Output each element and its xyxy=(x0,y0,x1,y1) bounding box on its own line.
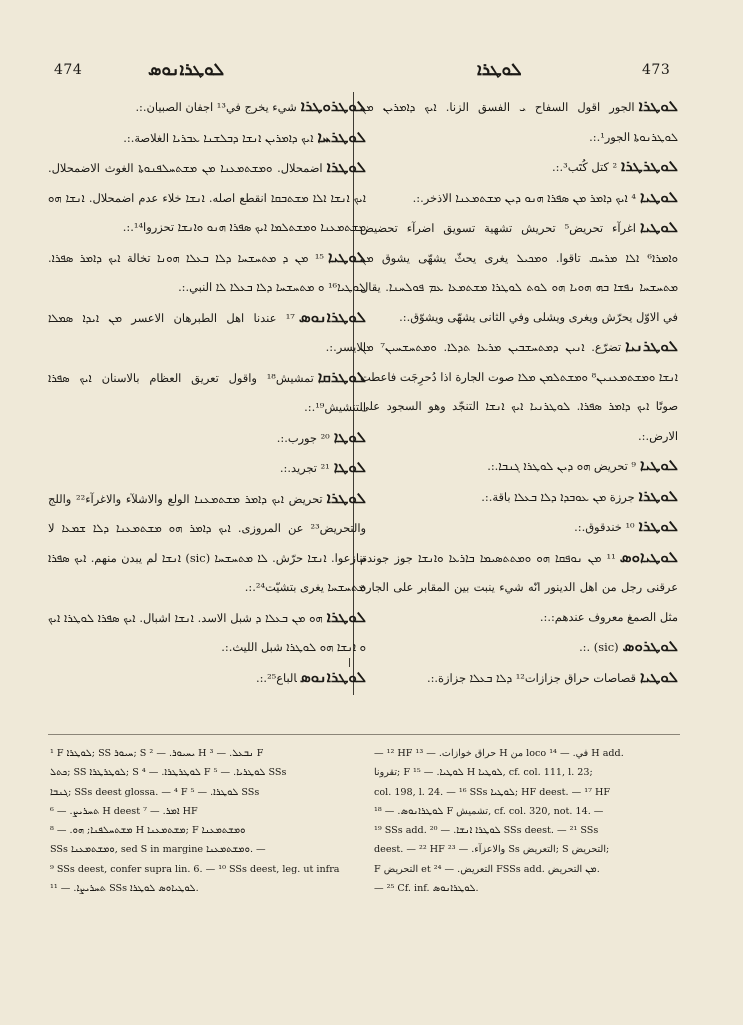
entry-headword: ܠܘܛܪܐ xyxy=(326,488,366,507)
entry-headword: ܠܘܛܪܘܣ xyxy=(622,637,678,655)
footnote-line: — ¹² HF حراق خوازات. — ¹³ H من loco في. — ¹⁴ H add. xyxy=(374,748,624,759)
entry xyxy=(360,213,678,332)
footnote-line: ܡܫܬܚܠܦܢܐ; ܗܘ. — ⁸ H ܡܫܬܡܥܢܐ; F ܘܡܫܬܡܥܢܐ xyxy=(50,825,246,837)
footnotes-right xyxy=(374,744,674,898)
entry xyxy=(360,332,678,451)
entry-text: الجور اقول السفاح ܝ الفسق الزنا. ܐܝܟ ܕܐܡܪܝܢ ܡܢ ܠܘܛܪܢܘܬܐ الجور¹.:. xyxy=(360,100,678,144)
entry xyxy=(360,183,678,214)
right-column xyxy=(360,92,678,693)
footnote-line: ܬܚܪܝܨܐ. — ¹¹ SSs ܠܘܛܝܐܘܣ ܠܘܛܪܐ. xyxy=(50,883,199,895)
entry-headword: ܠܘܛܝܐܘܣ xyxy=(619,547,678,566)
footnote-line: ܟܬܠ; SS ܠܘܛܪܛܪܐ; S ܠܘܛܪܛܪܐ. — ⁴ F ܠܘܛܪܝܐ. — ⁵ SSs xyxy=(50,767,287,779)
entry-text: ² كتل كُتَب³.:. xyxy=(552,160,618,174)
entry xyxy=(360,512,678,543)
entry-headword: ܠܘܛܪܐ xyxy=(638,486,678,505)
entry-headword: ܠܘܛܝܐ xyxy=(639,667,678,686)
entry-headword: ܠܘܛܪܛܪܐ xyxy=(621,157,678,175)
entry xyxy=(360,451,678,482)
entry-text: ܐܝܟ ܕܐܡܪܝܢ ܐܢܫܐ ܕܒܠܫܢܐ ܥܒܪܝܐ الغلاصة.:. xyxy=(123,130,314,145)
entry xyxy=(48,363,366,423)
entry-text: قصاصات حراق جزازات¹² ܕܠܐ ܒܥܠܐ جزازة.:. xyxy=(426,670,636,685)
entry xyxy=(48,484,366,603)
left-running-title: ܠܘܛܪܐܢܘܣ xyxy=(148,60,225,80)
entry-text: ¹¹ ܡܢ ܢܘܦܩܐ ܗܘ ܘܡܬܬܣܝܡܐ ܒܐܪܥܐ ܘܐܢܫܐ جوز جوندم عرقنى رجل من اهل الدينور انّه شيء ينبت بين المقابر على الجارة مثل الصمغ معروف عندهم:.:. xyxy=(360,550,678,624)
entry-headword: ܠܘܛܪܐ xyxy=(326,607,366,626)
entry-text: شيء يخرج في¹³ اجفان الصبيان.:. xyxy=(135,100,297,114)
left-page-number: 474 xyxy=(54,62,83,78)
entry-text: ⁴ ܐܝܟ ܕܐܡܪ ܡܢ ܣܦܪܐ ܗܢܘ ܕܝܢ ܡܫܬܡܥܢܐ الاذخر.:. xyxy=(412,190,636,205)
entry-text: تضرّع. ܐܢܝܢ ܕܡܬܚܫܒܝܢ ܡܪܥܐ ܬܕܠܐ. ܘܡܬܚܫܚܝܢ⁷ ܡܢ ܐܢܫܐ ܘܡܫܬܡܥܢܝܢ⁸ ܘܡܫܬܠܡܢ ܡܠܐ صوت الجارة اذا دُحرِجَت فاعطت صوتًا ܐܝܟ ܕܐܡܪ ܣܦܪܐ. ܠܘܛܪܢܝܐ ܐܝܟ ܐܢܫܐ التنجّد وهو السجود على الارض.:. xyxy=(360,340,679,443)
entry-text: (sic) .:. xyxy=(579,640,619,654)
footnote-line: col. 198, l. 24. — ¹⁶ SSs ܠܘܛܝܐ; HF deest. — ¹⁷ HF xyxy=(374,786,611,798)
entry xyxy=(360,92,678,152)
footnote-line: ¹ F ܠܘܛܪܐ; SS ܚܝܘܪ; S ܝܚܝܘܪ. — ² H ܢܒܥܠ. — ³ F xyxy=(50,748,264,759)
entry-text: الباع²⁵.:. xyxy=(255,670,297,685)
entry-text: اغرآء تحريض⁵ تحريش تشهية تسويق اضرآء تحضيض ܘܐܡܪܐ⁶ ܐܠܐ ܡܪܚܩ تاقوا. ܘܡܟܝܠ يغرى يحثّ يشهّى يشوق ܡܢ ܡܬܚܫܚܐ ܢܦܫܐ ܒܗ ܗܘܝܐ ܗܘ ܠܘܬ ܠܘܛܪܐ ܡܫܬܡܥܐ ܥܡ ܦܘܠܚܢܐ. يقال في الاوّل يحرّش ويغرى ويشلى وفي الثانى يشهّى ويشوّق.:. xyxy=(360,221,678,324)
footnote-separator xyxy=(48,734,680,735)
left-column xyxy=(48,92,366,693)
entry xyxy=(48,603,366,663)
entry-headword: ܠܘܛܝܐ xyxy=(639,456,678,474)
page-header xyxy=(0,58,743,88)
entry-text: ܗܘ ܡܢ ܒܥܠܐ ܕ شبل الاسد. ܐܢܫܐ اشبال. ܐܝܟ ܣܦܪܐ ܠܘܛܪܐ ܐܝܟ ܘ ܐܢܫܐ ܗܘ ܠܘܛܪܐ شبل الليث.:. xyxy=(48,610,366,654)
entry xyxy=(48,243,366,303)
right-page-number: 473 xyxy=(642,62,671,78)
entry-headword: ܠܘܛܝܐ xyxy=(639,187,678,206)
footnote-line: ¹⁹ SSs add. ܠܘܛܪܐ ܐܢܫܐ. — ²⁰ SSs deest. — ²¹ SSs xyxy=(374,825,599,837)
entry-headword: ܠܘܛܪܐ xyxy=(638,517,678,535)
footnote-line: ܓܢܒܐ; SSs deest glossa. — ⁴ F ܠܘܛܪܐ. — ⁵ SSs xyxy=(50,786,260,798)
entry-headword: ܠܘܛܐ xyxy=(333,458,366,476)
entry-headword: ܠܘܛܐ xyxy=(333,427,366,446)
entry-text: تحريض ܐܝܟ ܕܐܡܪ ܡܫܬܡܥܢܐ الولع والاشلآء والاغرآء²² واللج والتحريض²³ عن المروزى. ܐܝܟ ܕܐܡܪ ܗܘ ܡܫܬܡܥܢܐ ܕܠܐ ܫܡܥܐ لا تنازعوا. ܐܢܫܐ حرّش. ܠܐ ܡܬܚܫܚܐ (sic) ܐܢܫܐ لم يبدن منهم. ܐܝܟ ܣܦܪܐ ܡܬܚܫܚܐ يغرى بتشيّت²⁴.:. xyxy=(48,491,366,594)
entry xyxy=(48,153,366,243)
entry-headword: ܠܘܛܪܐܢܘܣ xyxy=(300,667,366,686)
footnote-line: ⁹ SSs deest, confer supra lin. 6. — ¹⁰ SSs deest, leg. ut infra xyxy=(50,863,340,875)
entry-text: ⁹ تحريض ܗܘ ܕܝܢ ܠܘܛܪܐ ܓܢܒܐ.:. xyxy=(487,459,636,473)
entry xyxy=(360,482,678,513)
entry-headword: ܠܘܛܪܘܛܪܐ xyxy=(300,97,366,115)
footnote-line: — ²⁵ Cf. inf. ܠܘܛܪܐܢܘܣ. xyxy=(374,883,479,895)
entry xyxy=(48,423,366,454)
entry-text: ¹⁷ عندنا اهل الطبرهان الاعسر ܡܢ ܐܝܕܐ ܣܡܠܐ الايسر.:. xyxy=(48,310,366,354)
entry xyxy=(360,663,678,694)
entry xyxy=(360,543,678,633)
entry xyxy=(360,632,678,663)
entry-text: اضمحلال. ܘܡܫܬܡܥܢܐ ܡܢ ܡܫܬܚܠܦܢܘܬܐ الغوث الاضمحلال. ܐܝܟ ܐܢܫܐ ܐܠܐ ܡܫܬܒܩܐ انقطع اصله. ܐܢܫܐ خلاء عدم اضمحلال. ܐܢܫܐ ܗܘ ܡܫܬܡܥܢܐ ܘܡܫܬܠܡܐ ܐܝܟ ܣܦܪܐ ܗܢܘ ܘܐܢܫܐ تحزروا¹⁴.:. xyxy=(48,161,366,234)
footnote-line: ܠܘܛܪܐܢܘܣ. — ¹⁸ F تشميش, cf. col. 320, not. 14. — xyxy=(374,805,604,817)
footnote-line: تقرونا; F ܠܘܛܝܐ. — ¹⁵ H ܠܘܛܝܐ, cf. col. 111, l. 23; xyxy=(374,767,593,779)
entry-headword: ܠܘܛܪܩܐ xyxy=(317,367,366,386)
entry-headword: ܠܘܛܪܚܐ xyxy=(317,127,366,146)
entry xyxy=(48,303,366,363)
entry-headword: ܠܘܛܪܐ xyxy=(638,97,678,115)
entry-text: ¹⁵ ܡܢ ܕ ܡܬܚܫܚܐ ܕܠܐ ܒܥܠܐ ܗܘܢܐ تخالة ܐܝܟ ܕܐܡܪ ܣܦܪܐ. ܠܘܛܝܐ¹⁶ ܘ ܡܬܚܫܚܐ ܕܠܐ ܒܥܠܐ ܠܐ النبي.:. xyxy=(48,250,366,294)
entry xyxy=(48,453,366,484)
footnote-line: SSs ܘܡܫܬܡܥܢܐ, sed S in margine ܘܡܫܬܡܥܢܐ. — xyxy=(50,844,266,856)
entry-headword: ܠܘܛܪܐ xyxy=(326,158,366,176)
entry-text: ²⁰ جورب.:. xyxy=(276,430,330,445)
entry-text: جرزة ܡܢ ܥܘܒܕܐ ܕܠܐ ܒܥܠܐ باقة.:. xyxy=(481,489,635,504)
footnote-line: deest. — ²² HF والاعزآء. — ²³ Ss التعريض; S التحريض; xyxy=(374,844,610,856)
entry xyxy=(48,123,366,154)
entry xyxy=(48,663,366,694)
entry-text: تمشيش¹⁸ واقول تعريق العظام بالاسنان ܐܝܟ ܣܦܪܐ التنشيش¹⁹.:. xyxy=(48,370,366,414)
footnote-line: ܬܚܪܝܨ. — ⁶ H deest ܐܡܪ. — ⁷ HF xyxy=(50,805,198,817)
footnotes-left xyxy=(50,744,350,898)
entry-text: ¹⁰ خندقوق.:. xyxy=(574,520,635,534)
entry xyxy=(360,152,678,183)
entry-headword: ܠܘܛܝܐ xyxy=(639,218,678,236)
entry-headword: ܠܘܛܝܐ xyxy=(327,247,366,266)
entry-headword: ܠܘܛܪܐܢܘܣ xyxy=(298,307,366,326)
footnote-line: F التحريض et التعريض. — ²⁴ FSSs add. ܡܢ التحريض. xyxy=(374,863,600,875)
right-running-title: ܠܘܛܪܐ xyxy=(477,60,522,80)
entry-text: ²¹ تجريد.:. xyxy=(279,461,330,475)
entry xyxy=(48,92,366,123)
entry-headword: ܠܘܛܪܢܝܐ xyxy=(625,337,678,355)
